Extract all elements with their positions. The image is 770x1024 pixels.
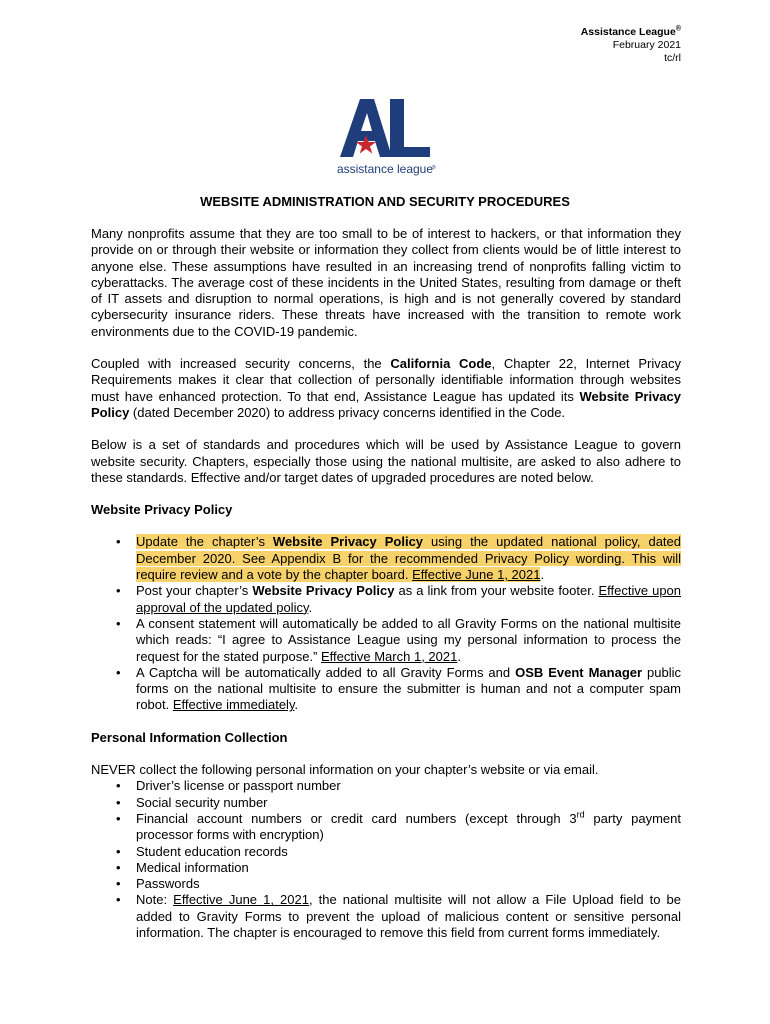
list-item: • Update the chapter’s Website Privacy Policy using the updated national policy, dated December 2020. See Appendix B for the recommended Privacy Policy wording. This will require review and a vote by the chapter board. Effective June 1, 2021.	[116, 534, 682, 583]
intro-paragraph-3: Below is a set of standards and procedures which will be used by Assistance League to govern website security. Chapters, especially those using the national multisite, are asked to also adhere to these standards. Effective and/or target dates of upgraded procedures are noted below.	[91, 437, 681, 485]
list-item: • Driver’s license or passport number	[116, 778, 341, 794]
assistance-league-logo	[330, 95, 440, 185]
privacy-heading: Website Privacy Policy	[91, 502, 233, 518]
logo-text: assistance league	[336, 162, 434, 176]
privacy-list	[116, 534, 681, 713]
personal-info-lead: NEVER collect the following personal information on your chapter’s website or via email.	[91, 762, 599, 778]
header-org: Assistance League®	[580, 25, 681, 38]
svg-text:®: ®	[432, 165, 436, 171]
highlighted-text: Update the chapter’s Website Privacy Policy using the updated national policy, dated December 2020. See Appendix B for the recommended Privacy Policy wording. This will require review and a vote by the chapter board. Effective June 1, 2021	[136, 534, 682, 583]
list-item: • Note: Effective June 1, 2021, the national multisite will not allow a File Upload field to be added to Gravity Forms to prevent the upload of malicious content or sensitive personal information. The chapter is encouraged to remove this field from current forms immediately.	[116, 892, 681, 940]
intro-paragraph-2: Coupled with increased security concerns, the California Code, Chapter 22, Internet Privacy Requirements makes it clear that collection of personally identifiable information through websites must have enhanced protection. To that end, Assistance League has updated its Website Privacy Policy (dated December 2020) to address privacy concerns identified in the Code.	[91, 356, 681, 420]
personal-info-heading: Personal Information Collection	[91, 729, 288, 745]
header-date: February 2021	[612, 39, 681, 51]
list-item: • Student education records	[116, 843, 288, 859]
list-item: • Medical information	[116, 859, 249, 875]
list-item: • Passwords	[116, 876, 200, 892]
intro-paragraph-1: Many nonprofits assume that they are too small to be of interest to hackers, or that information they provide on or through their website or information they collect from clients would be of little interest to anyone else. These assumptions have resulted in an increasing trend of nonprofits falling victim to cyberattacks. The average cost of these incidents in the United States, resulting from damage or theft of IT assets and disruption to normal operations, is high and is not generally covered by standard cybersecurity insurance riders. These threats have increased with the transition to remote work environments due to the COVID-19 pandemic.	[91, 226, 681, 339]
document-body	[91, 226, 681, 941]
list-item: • Social security number	[116, 794, 268, 810]
personal-info-list	[116, 778, 681, 941]
list-item: • A consent statement will automatically be added to all Gravity Forms on the national multisite which reads: “I agree to Assistance League using my personal information to process the request for the stated purpose.” Effective March 1, 2021.	[116, 615, 681, 664]
header-initials: tc/rl	[664, 52, 681, 64]
document-title: WEBSITE ADMINISTRATION AND SECURITY PROCEDURES	[200, 194, 570, 209]
document-header	[581, 26, 681, 65]
list-item: • Post your chapter’s Website Privacy Policy as a link from your website footer. Effective upon approval of the updated policy.	[116, 583, 682, 615]
list-item: • A Captcha will be automatically added to all Gravity Forms and OSB Event Manager public forms on the national multisite to ensure the submitter is human and not a computer spam robot. Effective immediately.	[116, 664, 681, 713]
list-item: • Financial account numbers or credit card numbers (except through 3rd party payment processor forms with encryption)	[116, 809, 681, 843]
